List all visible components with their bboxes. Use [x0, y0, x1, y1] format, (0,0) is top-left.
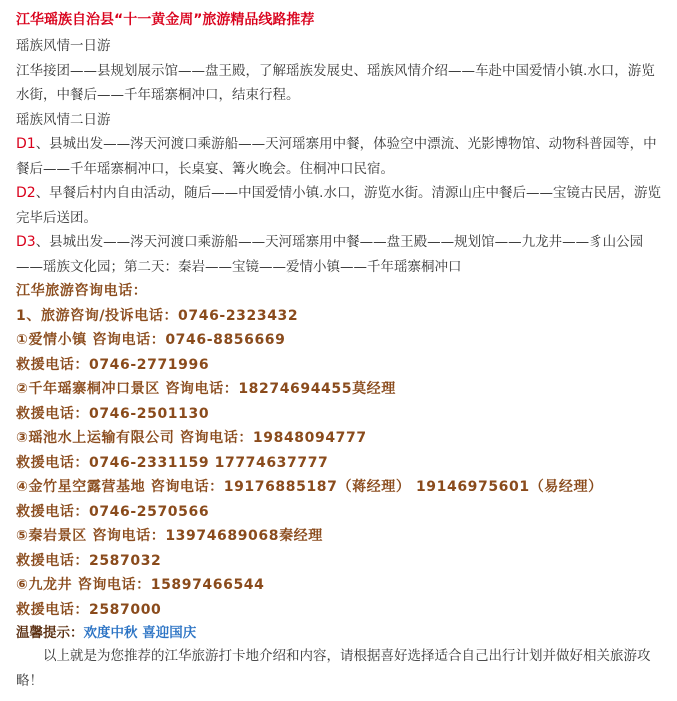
day-text: 、县城出发——涔天河渡口乘游船——天河瑶寨用中餐——盘王殿——规划馆——九龙井——豸山公园——瑶族文化园；第二天：秦岩——宝镜——爱情小镇——千年瑶寨桐冲口: [16, 234, 644, 275]
article-title: 江华瑶族自治县“十一黄金周”旅游精品线路推荐: [16, 12, 315, 28]
day-label: D2: [16, 185, 36, 201]
rescue-line: 救援电话：0746-2501130: [16, 405, 210, 422]
contact-line: ①爱情小镇 咨询电话：0746-8856669: [16, 332, 286, 348]
rescue-line: 救援电话：0746-2771996: [16, 356, 210, 373]
contact-line: 1、旅游咨询/投诉电话：0746-2323432: [16, 307, 299, 324]
closing-paragraph: 以上就是为您推荐的江华旅游打卡地介绍和内容，请根据喜好选择适合自己出行计划并做好相关旅游攻略！: [16, 648, 651, 689]
contact-line: ③瑶池水上运输有限公司 咨询电话：19848094777: [16, 430, 367, 446]
rescue-line: 救援电话：0746-2331159 17774637777: [16, 454, 329, 471]
contacts-heading: 江华旅游咨询电话：: [16, 283, 148, 299]
contact-line: ②千年瑶寨桐冲口景区 咨询电话：18274694455莫经理: [16, 381, 396, 397]
warm-tip: [16, 622, 661, 644]
contact-line: ⑤秦岩景区 咨询电话：13974689068秦经理: [16, 528, 323, 544]
one-day-text: 江华接团——县规划展示馆——盘王殿，了解瑶族发展史、瑶族风情介绍——车赴中国爱情小镇.水口，游览水街，中餐后——千年瑶寨桐冲口，结束行程。: [16, 62, 655, 103]
day-text: 、早餐后村内自由活动，随后——中国爱情小镇.水口，游览水街。清源山庄中餐后——宝镜古民居，游览完毕后送团。: [16, 185, 661, 226]
itinerary-day-3: [16, 230, 661, 279]
rescue-line: 救援电话：2587000: [16, 601, 162, 618]
day-text: 、县城出发——涔天河渡口乘游船——天河瑶寨用中餐，体验空中漂流、光影博物馆、动物科普园等，中餐后——千年瑶寨桐冲口，长桌宴、篝火晚会。住桐冲口民宿。: [16, 136, 657, 177]
rescue-line: 救援电话：0746-2570566: [16, 503, 210, 520]
two-day-heading: 瑶族风情二日游: [16, 111, 111, 128]
day-label: D1: [16, 136, 36, 152]
contact-line: ⑥九龙井 咨询电话：15897466544: [16, 577, 265, 593]
contact-line: ④金竹星空露营基地 咨询电话：19176885187（蒋经理） 19146975601（易经理）: [16, 479, 603, 495]
one-day-heading: 瑶族风情一日游: [16, 38, 111, 54]
rescue-line: 救援电话：2587032: [16, 552, 162, 569]
tip-text: 欢度中秋 喜迎国庆: [83, 625, 197, 641]
itinerary-day-2: [16, 181, 661, 230]
itinerary-day-1: [16, 132, 661, 181]
tip-label: 温馨提示：: [16, 625, 84, 641]
day-label: D3: [16, 234, 36, 250]
